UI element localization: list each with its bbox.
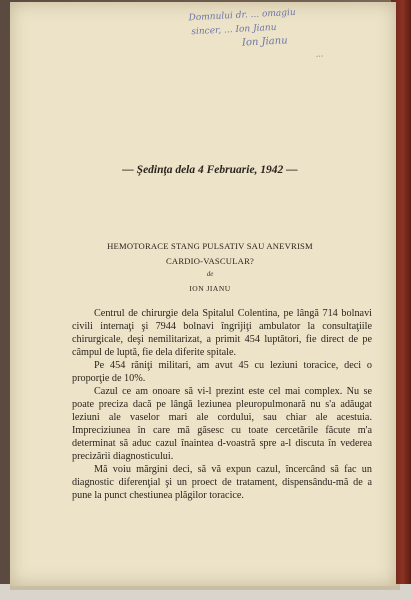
session-heading: — Şedinţa dela 4 Februarie, 1942 —: [122, 164, 298, 176]
handwriting-line: sincer, ... Ion Jianu: [191, 22, 277, 38]
handwriting-line: ...: [315, 49, 324, 59]
book-page: [10, 2, 396, 586]
body-paragraph: Mă voiu mărgini deci, să vă expun cazul, încercând să fac un diagnostic diferenţial şi un proect de tratament, dispensându-mă de a pune la punct chestiunea plăgilor toracice.: [72, 464, 372, 501]
body-paragraph: Cazul ce am onoare să vi-l prezint este cel mai complex. Nu se poate preciza dacă pe lângă leziunea pleuropulmonară nu s'a adăugat leziuni ale vaselor mari ale cordului, sau chiar ale acestuia. Impreciziunea în care mă găsesc cu toate cercetările făcute m'a determinat să aduc cazul înaintea d-voastră spre a-l discuta în vederea precizării diagnosticului.: [72, 386, 372, 462]
body-paragraph: Centrul de chirurgie dela Spitalul Colentina, pe lângă 714 bolnavi civili internaţi şi 7944 bolnavi îngrijiţi ambulator la consultaţiile chirurgicale, deşi nemilitarizat, a primit 454 luptători, fie direct de pe câmpul de luptă, fie dela diferite spitale.: [72, 308, 372, 358]
handwriting-line: Domnului dr. ... omagiu: [188, 7, 296, 24]
article-title: [50, 239, 370, 269]
byline: de: [206, 270, 214, 278]
article-title-line: HEMOTORACE STANG PULSATIV SAU ANEVRISM: [107, 241, 313, 251]
body-paragraph: Pe 454 răniţi militari, am avut 45 cu leziuni toracice, deci o proporţie de 10%.: [72, 360, 372, 384]
handwritten-dedication: [188, 1, 396, 82]
handwritten-signature: Ion Jianu: [241, 35, 288, 49]
article-title-line: CARDIO-VASCULAR?: [165, 256, 255, 266]
author-name: ION JIANU: [189, 284, 231, 293]
article-body: [72, 307, 372, 502]
